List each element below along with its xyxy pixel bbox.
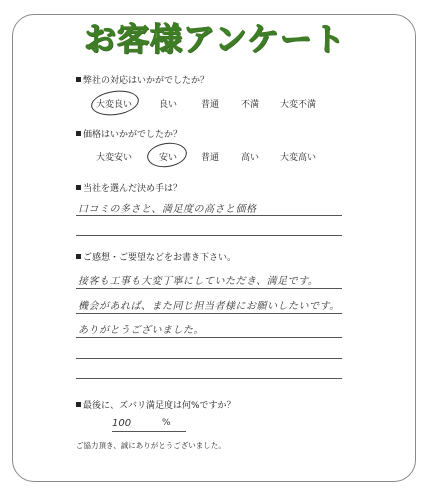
answer-line: [76, 235, 342, 236]
reason-answer: 口コミの多さと、満足度の高さと価格: [78, 204, 257, 215]
price-option-5[interactable]: 大変高い: [279, 153, 317, 163]
survey-card: [12, 14, 416, 482]
comment-line-2: 機会があれば、また同じ担当者様にお願いしたいです。: [78, 301, 340, 312]
comment-line-1: 接客も工事も大変丁寧にしていただき、満足です。: [78, 276, 319, 287]
square-bullet-icon: [76, 254, 81, 259]
question-satisfaction-label: 最後に、ズバリ満足度は何%ですか？: [83, 401, 236, 411]
answer-line: [76, 288, 342, 289]
service-option-4[interactable]: 不満: [240, 100, 260, 110]
question-satisfaction: [76, 398, 236, 411]
question-service: [76, 73, 209, 86]
satisfaction-unit: %: [162, 418, 171, 428]
square-bullet-icon: [76, 131, 81, 136]
square-bullet-icon: [76, 402, 81, 407]
price-option-4[interactable]: 高い: [240, 153, 260, 163]
question-reason-label: 当社を選んだ決め手は？: [83, 184, 183, 194]
answer-line: [76, 358, 342, 359]
price-option-3[interactable]: 普通: [200, 153, 220, 163]
answer-line: [76, 215, 342, 216]
service-option-5[interactable]: 大変不満: [279, 100, 317, 110]
service-option-2[interactable]: 良い: [158, 100, 178, 110]
satisfaction-value: 100: [112, 418, 132, 429]
question-comments: [76, 250, 236, 263]
question-price-label: 価格はいかがでしたか？: [83, 130, 183, 140]
answer-line: [76, 337, 342, 338]
price-options: [76, 150, 356, 164]
answer-line: [76, 378, 342, 379]
square-bullet-icon: [76, 185, 81, 190]
service-option-3[interactable]: 普通: [200, 100, 220, 110]
service-option-1[interactable]: 大変良い: [95, 100, 133, 110]
footer-thanks: ご協力頂き、誠にありがとうございました。: [76, 441, 226, 450]
comment-line-3: ありがとうございました。: [78, 325, 204, 336]
page-title: お客様アンケート: [83, 20, 347, 58]
question-price: [76, 127, 182, 140]
answer-line: [76, 313, 342, 314]
question-comments-label: ご感想・ご要望などをお書き下さい。: [83, 253, 237, 263]
answer-line: [112, 431, 186, 432]
price-option-2[interactable]: 安い: [158, 153, 178, 163]
question-reason: [76, 181, 182, 194]
price-option-1[interactable]: 大変安い: [95, 153, 133, 163]
question-service-label: 弊社の対応はいかがでしたか？: [83, 76, 210, 86]
square-bullet-icon: [76, 77, 81, 82]
